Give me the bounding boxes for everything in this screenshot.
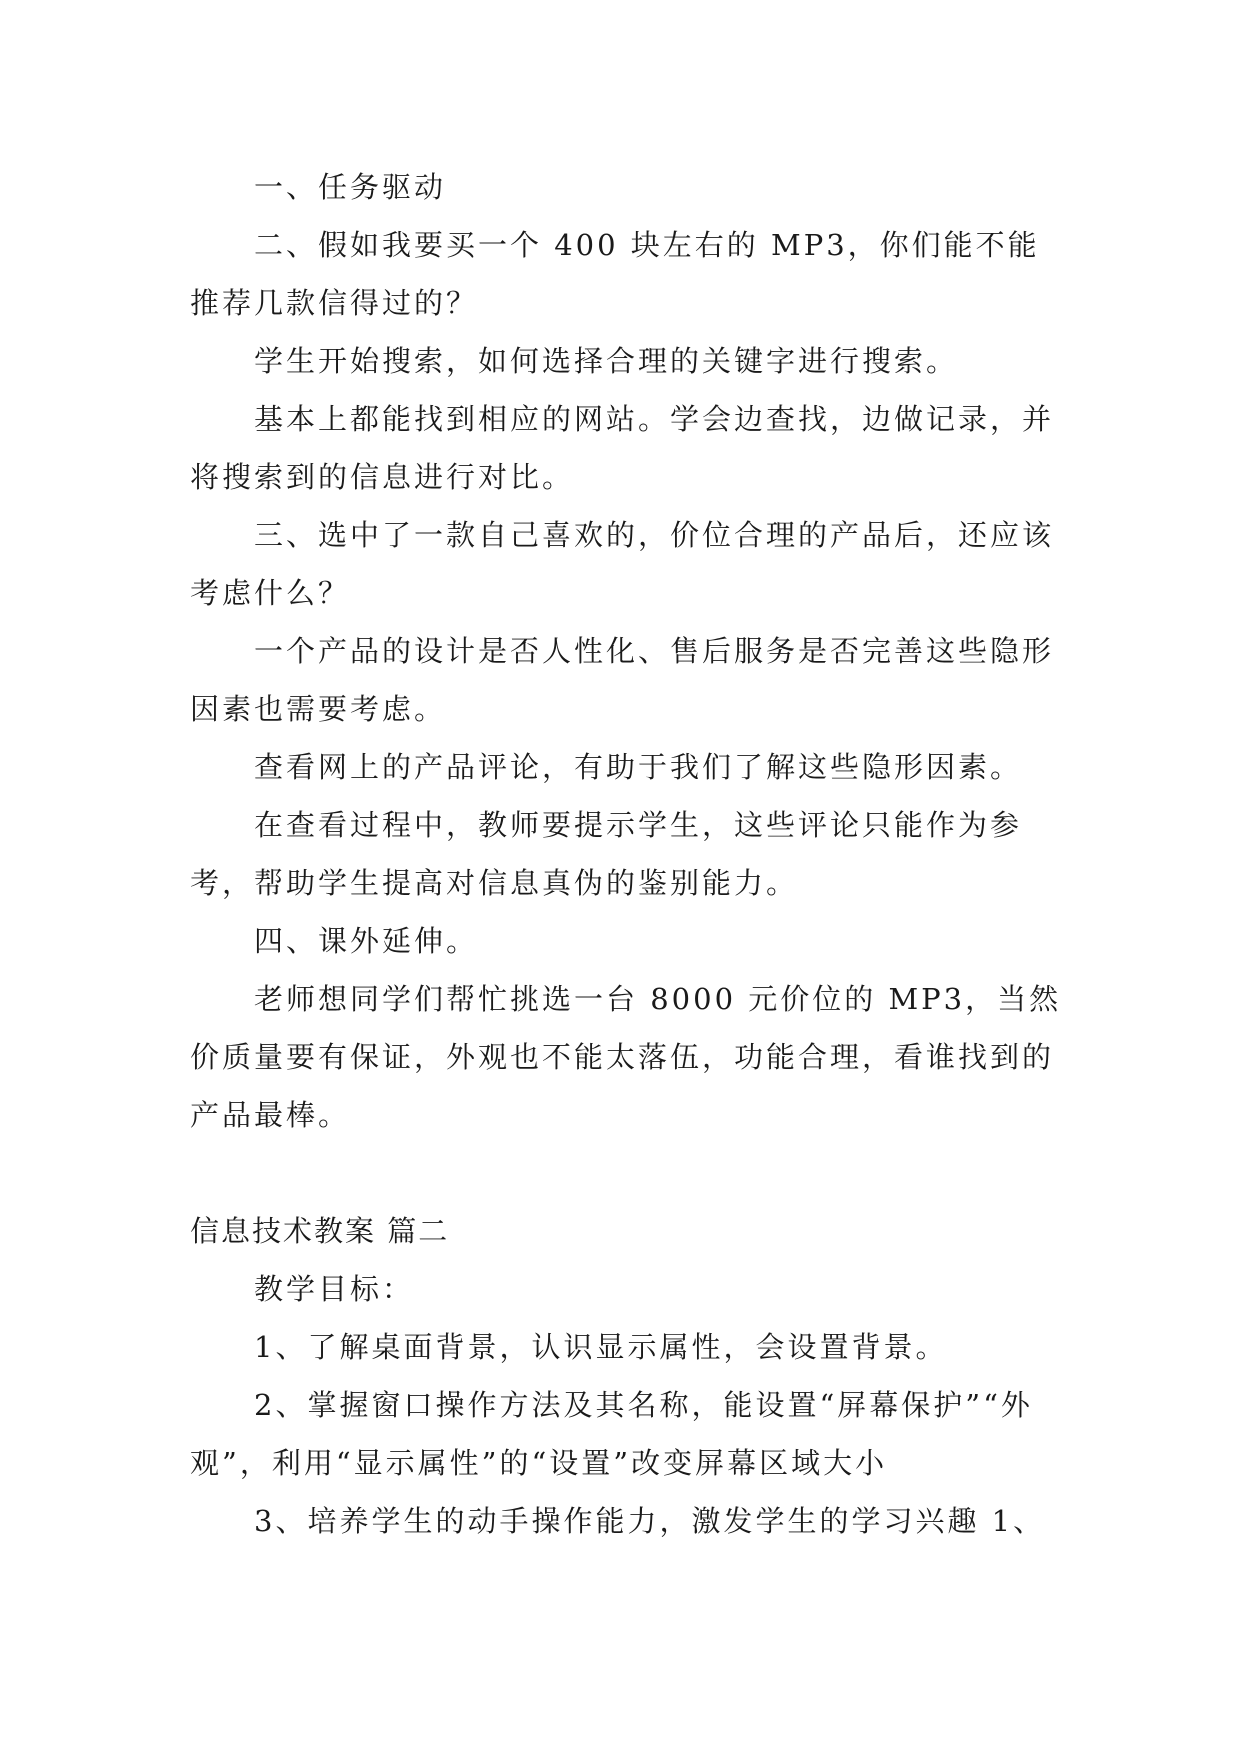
paragraph: 三、选中了一款自己喜欢的，价位合理的产品后，还应该考虑什么？: [190, 518, 1055, 610]
paragraph: 在查看过程中，教师要提示学生，这些评论只能作为参考，帮助学生提高对信息真伪的鉴别能力。: [190, 808, 1023, 900]
paragraph: 3、培养学生的动手操作能力，激发学生的学习兴趣 1、: [254, 1504, 1046, 1538]
paragraph: 教学目标：: [254, 1272, 415, 1306]
paragraph: 四、课外延伸。: [254, 924, 479, 958]
paragraph: 1、了解桌面背景，认识显示属性，会设置背景。: [254, 1330, 948, 1364]
paragraph: 查看网上的产品评论，有助于我们了解这些隐形因素。: [254, 750, 1023, 784]
paragraph: 老师想同学们帮忙挑选一台 8000 元价位的 MP3，当然价质量要有保证，外观也不能太落伍，功能合理，看谁找到的产品最棒。: [190, 982, 1062, 1132]
paragraph: 二、假如我要买一个 400 块左右的 MP3，你们能不能推荐几款信得过的？: [190, 228, 1040, 320]
paragraph: 一个产品的设计是否人性化、售后服务是否完善这些隐形因素也需要考虑。: [190, 634, 1055, 726]
section-title: 信息技术教案 篇二: [190, 1214, 450, 1248]
paragraph: 2、掌握窗口操作方法及其名称，能设置“屏幕保护”“外观”，利用“显示属性”的“设置”改变屏幕区域大小: [190, 1388, 1033, 1480]
paragraph: 基本上都能找到相应的网站。学会边查找，边做记录，并将搜索到的信息进行对比。: [190, 402, 1055, 494]
paragraph: 学生开始搜索，如何选择合理的关键字进行搜索。: [254, 344, 959, 378]
paragraph: 一、任务驱动: [254, 170, 447, 204]
document-body: [190, 158, 1070, 1550]
